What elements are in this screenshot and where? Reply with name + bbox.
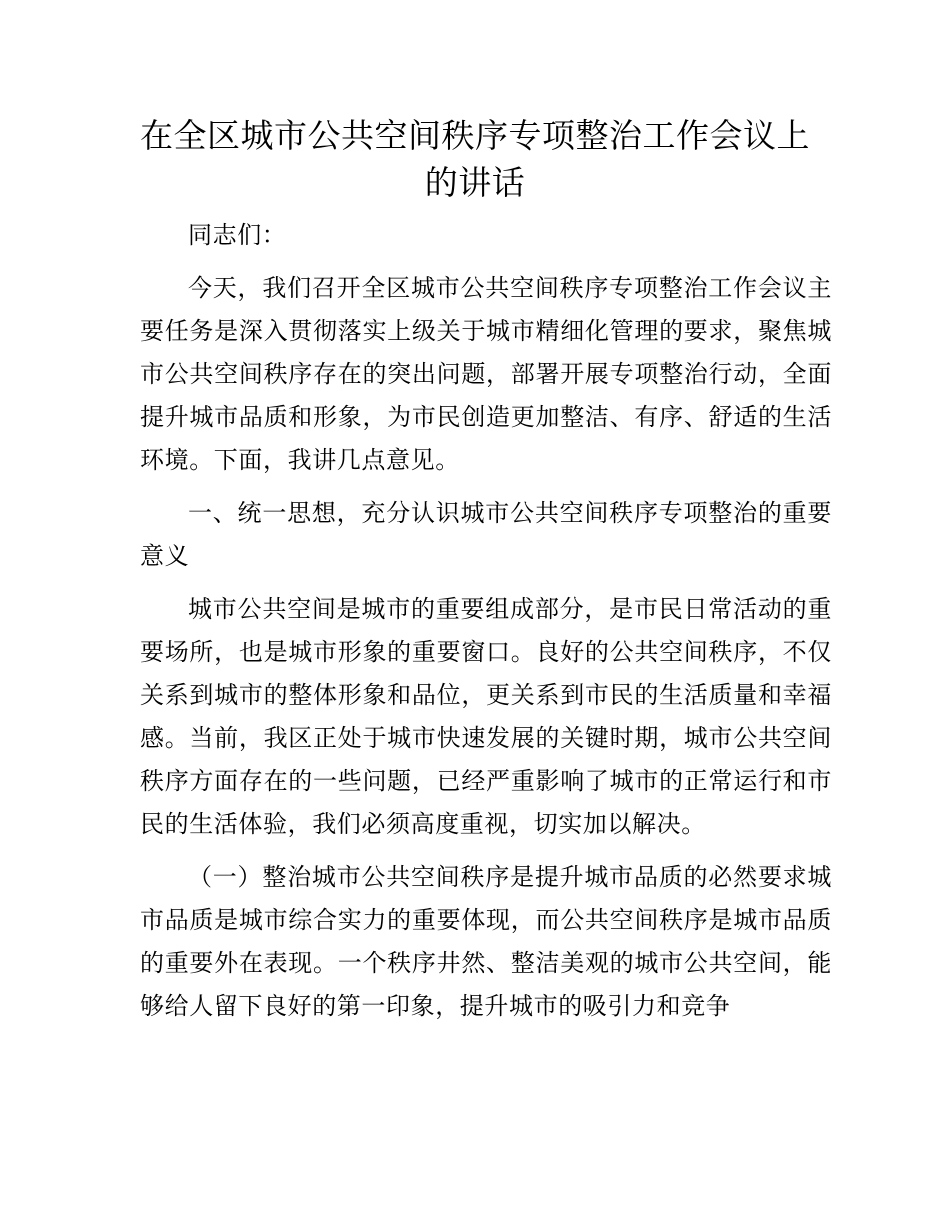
paragraph-line: 不仅关系到城市的整体形象和品位，更关系到市民的生活质量 <box>140 638 832 709</box>
paragraph-line: 常运行和市民的生活体验，我们必须高度重视，切实加以解决。 <box>140 767 832 838</box>
paragraph-line: 的生活环境。下面，我讲几点意见。 <box>140 403 832 474</box>
paragraph-line: 主要任务是深入贯彻落实上级关于城市精细化管理的要求，聚 <box>140 274 832 345</box>
title-line: 的讲话 <box>424 163 526 202</box>
paragraph-line: 全面提升城市品质和形象，为市民创造更加整洁、有序、舒适 <box>140 360 832 431</box>
subsection-one <box>140 856 832 1028</box>
paragraph-line: （一）整治城市公共空间秩序是提升城市品质的必然要求 <box>188 863 808 891</box>
paragraph-line: 和幸福感。当前，我区正处于城市快速发展的关键时期，城市 <box>140 681 832 752</box>
paragraph-line: 间，能够给人留下良好的第一印象，提升城市的吸引力和竞争 <box>140 949 832 1020</box>
paragraph-line: 品质的重要外在表现。一个秩序井然、整洁美观的城市公共空 <box>140 906 832 977</box>
document-title <box>140 112 810 206</box>
paragraph-line: 城市公共空间是城市的重要组成部分，是市民日常活动的 <box>188 595 808 623</box>
paragraph-line: 重要场所，也是城市形象的重要窗口。良好的公共空间秩序， <box>140 595 832 666</box>
paragraph-line: 城市品质是城市综合实力的重要体现，而公共空间秩序是城市 <box>140 863 832 934</box>
paragraph-line: 公共空间秩序方面存在的一些问题，已经严重影响了城市的正 <box>140 724 832 795</box>
paragraph-opening <box>140 267 832 482</box>
paragraph-line: 今天，我们召开全区城市公共空间秩序专项整治工作会议 <box>188 274 808 302</box>
salutation: 同志们： <box>188 221 287 249</box>
paragraph-line: 焦城市公共空间秩序存在的突出问题，部署开展专项整治行动， <box>140 317 832 388</box>
section-heading-one <box>140 492 832 578</box>
paragraph-public-space <box>140 588 832 846</box>
title-line: 在全区城市公共空间秩序专项整治工作会议上 <box>140 116 810 155</box>
paragraph-line: 一、统一思想，充分认识城市公共空间秩序专项整治的重 <box>188 499 808 527</box>
paragraph-line: 要意义 <box>140 499 832 570</box>
document-body <box>140 214 832 1038</box>
